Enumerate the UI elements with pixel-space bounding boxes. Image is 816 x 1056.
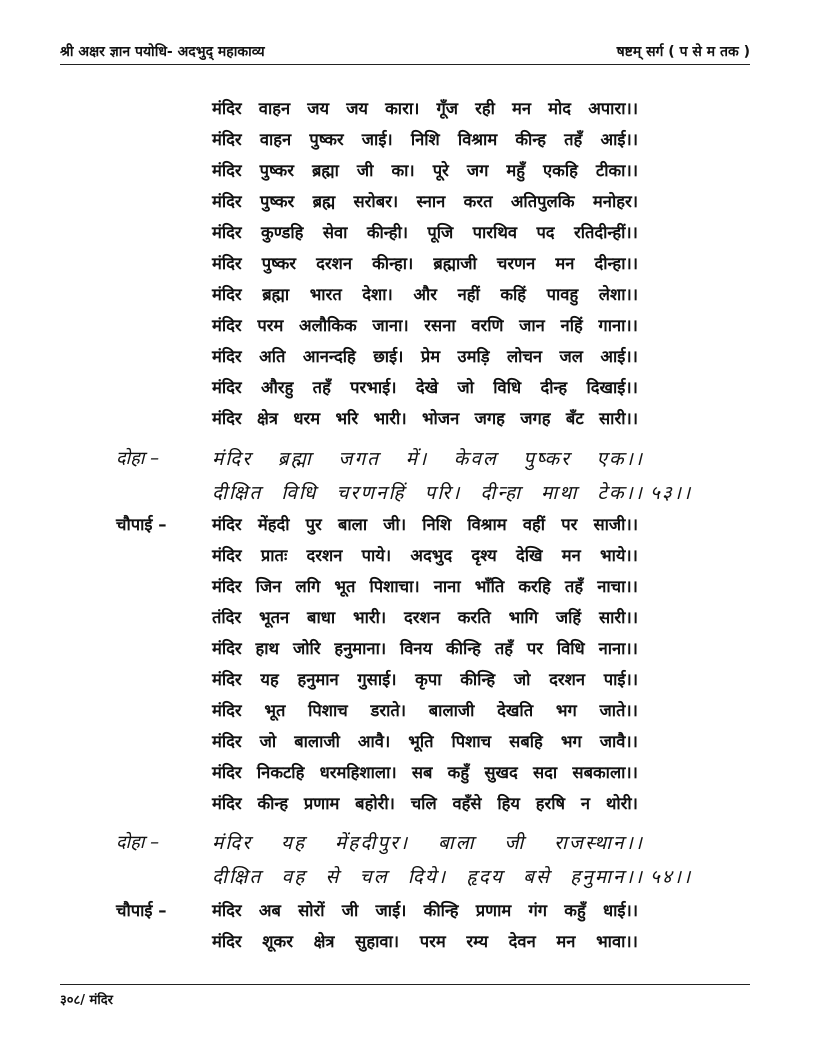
doha-line: मंदिर ब्रह्मा जगत में। केवल पुष्कर एक।। [212,448,644,470]
verse-number: ५३।। [650,482,693,504]
verse-line: मंदिर शूकर क्षेत्र सुहावा। परम रम्य देवन मन भावा।। [212,932,638,951]
verse-line: मंदिर औरहु तहँ परभाई। देखे जो विधि दीन्ह दिखाई।। [212,378,638,397]
verse-line: मंदिर कुण्डहि सेवा कीन्ही। पूजि पारथिव पद रतिदीन्हीं।। [212,223,638,242]
verse-line: मंदिर यह हनुमान गुसाई। कृपा कीन्हि जो दरशन पाई।। [212,670,638,689]
verse-line: मंदिर ब्रह्मा भारत देशा। और नहीं कहिं पावहु लेशा।। [212,285,638,304]
doha-line: मंदिर यह मेंहदीपुर। बाला जी राजस्थान।। [212,832,644,854]
header-book-title: श्री अक्षर ज्ञान पयोधि- अदभुद् महाकाव्य [60,44,265,60]
verse-number: ५४।। [650,866,693,888]
doha-line: दीक्षित विधि चरणनहिं परि। दीन्हा माथा टेक।। [212,482,644,504]
chaupai-label: चौपाई – [116,515,167,534]
verse-line: मंदिर क्षेत्र धरम भरि भारी। भोजन जगह जगह बँट सारी।। [212,409,638,428]
verse-line: मंदिर हाथ जोरि हनुमाना। विनय कीन्हि तहँ पर विधि नाना।। [212,639,638,658]
verse-line: मंदिर निकटहि धरमहिशाला। सब कहुँ सुखद सदा सबकाला।। [212,763,638,782]
verse-line: मंदिर जो बालाजी आवै। भूति पिशाच सबहि भग जावै।। [212,732,638,751]
doha-label: दोहा – [116,832,160,853]
verse-line: मंदिर वाहन पुष्कर जाई। निशि विश्राम कीन्ह तहँ आई।। [212,130,638,149]
doha-line: दीक्षित वह से चल दिये। हृदय बसे हनुमान।। [212,866,644,888]
verse-line: मंदिर मेंहदी पुर बाला जी। निशि विश्राम वहीं पर साजी।। [212,515,638,534]
verse-line: मंदिर प्रातः दरशन पाये। अदभुद दृश्य देखि मन भाये।। [212,546,638,565]
header-chapter-title: षष्टम् सर्ग ( प से म तक ) [616,44,750,60]
verse-line: मंदिर परम अलौकिक जाना। रसना वरणि जान नहिं गाना।। [212,316,638,335]
verse-line: मंदिर पुष्कर दरशन कीन्हा। ब्रह्माजी चरणन मन दीन्हा।। [212,254,638,273]
verse-line: मंदिर अति आनन्दहि छाई। प्रेम उमड़ि लोचन जल आई।। [212,347,638,366]
verse-line: मंदिर भूत पिशाच डराते। बालाजी देखति भग जाते।। [212,701,638,720]
chaupai-label: चौपाई – [116,901,167,920]
verse-line: तंदिर भूतन बाधा भारी। दरशन करति भागि जहिं सारी।। [212,608,638,627]
verse-line: मंदिर वाहन जय जय कारा। गूँज रही मन मोद अपारा।। [212,99,638,118]
page-header [60,40,750,65]
page-footer: ३०८/ मंदिर [60,993,113,1008]
verse-line: मंदिर जिन लगि भूत पिशाचा। नाना भाँति करहि तहँ नाचा।। [212,577,638,596]
verse-line: मंदिर अब सोरों जी जाई। कीन्हि प्रणाम गंग कहुँ धाई।। [212,901,638,920]
verse-line: मंदिर कीन्ह प्रणाम बहोरी। चलि वहँसे हिय हरषि न थोरी। [212,794,638,813]
verse-line: मंदिर पुष्कर ब्रह्मा जी का। पूरे जग महुँ एकहि टीका।। [212,161,638,180]
footer-rule [60,984,750,985]
verse-line: मंदिर पुष्कर ब्रह्म सरोबर। स्नान करत अतिपुलकि मनोहर। [212,192,638,211]
doha-label: दोहा – [116,448,160,469]
